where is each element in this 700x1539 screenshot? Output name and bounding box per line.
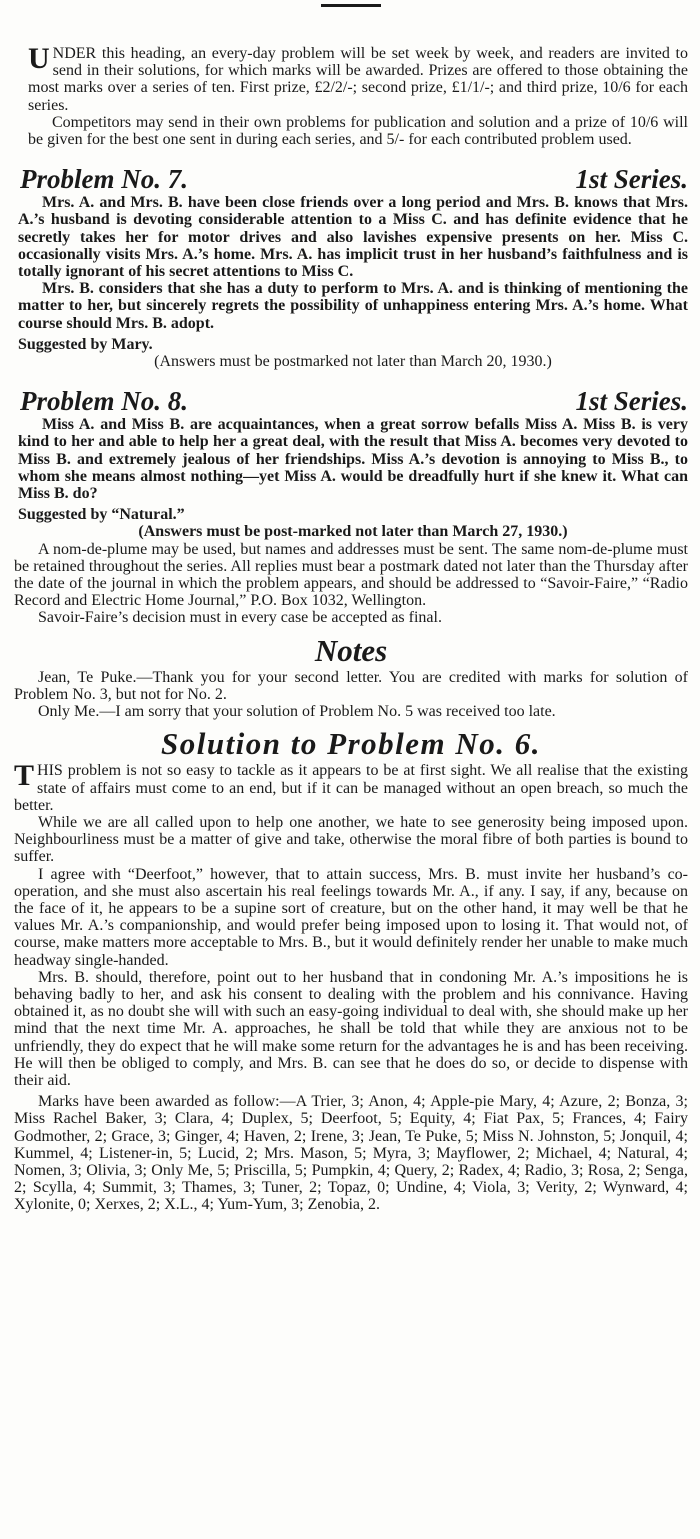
intro-section xyxy=(14,42,688,149)
solution-paragraph-2: While we are all called upon to help one another, we hate to see generosity being imposed upon. Neighbourliness must be a matter of give and take, otherwise the moral fibre of both parties is bound to suffer. xyxy=(14,813,688,866)
problem-7-deadline: (Answers must be postmarked not later than March 20, 1930.) xyxy=(154,353,552,371)
problem-7-paragraph-2: Mrs. B. considers that she has a duty to perform to Mrs. A. and is thinking of mentioning the matter to her, but sincerely regrets the possibility of unhappiness entering Mrs. A.’s home. What course should Mrs. B. adopt. xyxy=(18,280,688,332)
notes-title: Notes xyxy=(314,632,388,668)
problem-7-title: Problem No. 7. xyxy=(20,164,188,195)
problem-8-title: Problem No. 8. xyxy=(20,386,188,417)
solution-section xyxy=(14,726,688,1213)
intro-dropcap: U xyxy=(28,42,50,75)
problem-8-section xyxy=(14,386,688,540)
notes-section xyxy=(14,633,688,721)
problem-7-section xyxy=(14,164,688,370)
problem-7-suggested: Suggested by Mary. xyxy=(18,335,153,353)
rules-paragraph-1: A nom-de-plume may be used, but names and addresses must be sent. The same nom-de-plume must be retained throughout the series. All replies must bear a postmark dated not later than the Thursday after the date of the journal in which the problem appears, and should be addressed to “Savoir-Faire,” “Radio Record and Electric Home Journal,” P.O. Box 1032, Wellington. xyxy=(14,540,688,610)
solution-dropcap: T xyxy=(14,759,35,793)
problem-7-heading xyxy=(14,164,688,194)
problem-8-paragraph-1: Miss A. and Miss B. are acquaintances, when a great sorrow befalls Miss A. Miss B. is very kind to her and able to help her a great deal, with the result that Miss A. becomes very devoted to Miss B. and extremely jealous of her friendships. Miss A.’s devotion is annoying to Miss B., to whom she means almost nothing—yet Miss A. would be dreadfully hurt if she knew it. What can Miss B. do? xyxy=(18,416,688,503)
solution-title: Solution to Problem No. 6. xyxy=(160,726,542,762)
note-1: Jean, Te Puke.—Thank you for your second letter. You are credited with marks for solution of Problem No. 3, but not for No. 2. xyxy=(14,668,688,703)
problem-7-paragraph-1: Mrs. A. and Mrs. B. have been close friends over a long period and Mrs. B. knows that Mrs. A.’s husband is devoting considerable attention to a Miss C. and has definite evidence that he secretly takes her for motor drives and also lavishes expensive presents on her. Miss C. occasionally visits Mrs. A.’s home. Mrs. A. has implicit trust in her husband’s faithfulness and is totally ignorant of his secret attentions to Miss C. xyxy=(18,194,688,281)
marks-list: Marks have been awarded as follow:—A Trier, 3; Anon, 4; Apple-pie Mary, 4; Azure, 2; Bonza, 3; Miss Rachel Baker, 3; Clara, 4; Duplex, 5; Deerfoot, 5; Equity, 4; Fiat Pax, 5; Frances, 4; Fairy Godmother, 2; Grace, 3; Ginger, 4; Haven, 2; Irene, 3; Jean, Te Puke, 5; Miss N. Johnston, 5; Jonquil, 4; Kummel, 4; Listener-in, 5; Lucid, 2; Mrs. Mason, 5; Myra, 3; Mayflower, 2; Michael, 4; Natural, 4; Nomen, 3; Olivia, 3; Only Me, 5; Priscilla, 5; Pumpkin, 4; Query, 2; Radex, 4; Radio, 3; Rosa, 2; Senga, 2; Scylla, 4; Summit, 3; Thames, 3; Tuner, 2; Topaz, 0; Undine, 4; Viola, 3; Verity, 2; Wynward, 4; Xylonite, 0; Xerxes, 2; X.L., 4; Yum-Yum, 3; Zenobia, 2. xyxy=(14,1093,688,1214)
problem-7-series: 1st Series. xyxy=(575,164,688,195)
solution-paragraph-1: THIS problem is not so easy to tackle as it appears to be at first sight. We all realise that the existing state of affairs must come to an end, but if it can be managed without an open breach, so much the better. xyxy=(14,759,688,814)
solution-paragraph-4: Mrs. B. should, therefore, point out to her husband that in condoning Mr. A.’s impositions he is behaving badly to her, and ask his consent to dealing with the problem and his connivance. Having obtained it, as no doubt she will with such an easy-going individual to deal with, she should make up her mind that the next time Mr. A. approaches, he shall be told that while they are anxious not to be unfriendly, they do expect that he will make some return for the advantages he is and has been receiving. He will then be obliged to comply, and Mrs. B. can see that he does do so, or decide to dispense with their aid. xyxy=(14,968,688,1089)
solution-paragraph-3: I agree with “Deerfoot,” however, that to attain success, Mrs. B. must invite her husband’s co-operation, and she must also ascertain his real feelings towards Mr. A., if any. I say, if any, because on the face of it, he appears to be a supine sort of creature, but on the other hand, it may well be that he values Mr. A.’s companionship, and would prefer being imposed upon to losing it. That would not, of course, make matters more acceptable to Mrs. B., but it would definitely render her unable to make much headway single-handed. xyxy=(14,865,688,969)
rules-paragraph-2: Savoir-Faire’s decision must in every case be accepted as final. xyxy=(38,609,442,627)
intro-paragraph-1: UNDER this heading, an every-day problem will be set week by week, and readers are invited to send in their solutions, for which marks will be awarded. Prizes are offered to those obtaining the most marks over a series of ten. First prize, £2/2/-; second prize, £1/1/-; and third prize, 10/6 for each series. xyxy=(28,42,688,114)
problem-8-suggested: Suggested by “Natural.” xyxy=(18,506,185,524)
note-2: Only Me.—I am sorry that your solution of Problem No. 5 was received too late. xyxy=(38,703,556,721)
page xyxy=(0,4,700,1539)
problem-8-deadline: (Answers must be post-marked not later than March 27, 1930.) xyxy=(138,523,568,541)
problem-8-series: 1st Series. xyxy=(575,386,688,417)
problem-8-heading xyxy=(14,386,688,416)
top-rule xyxy=(321,4,381,7)
rules-section xyxy=(14,541,688,627)
intro-paragraph-2: Competitors may send in their own problems for publication and solution and a prize of 10/6 will be given for the best one sent in during each series, and 5/- for each contributed problem used. xyxy=(28,113,688,149)
